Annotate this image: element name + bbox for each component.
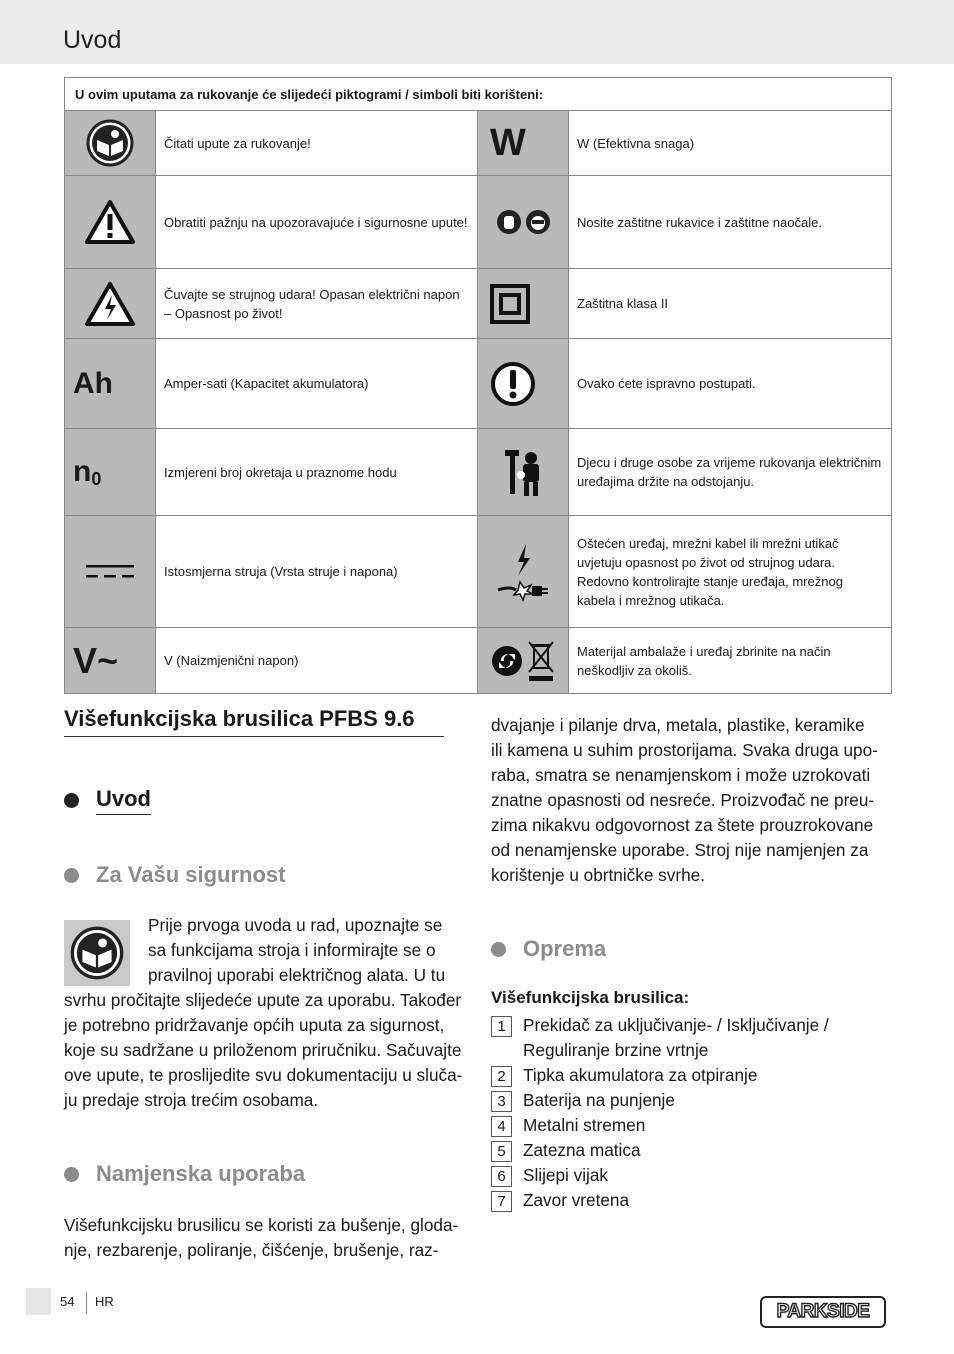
usage-text-right: dvajanje i pilanje drva, metala, plastike, keramike ili kamena u suhim prostorijama. Svaka druga upo- raba, smatra se nenamjenskom i može uzrokovati znatne opasnosti od nesreće. Proizvođač ne preu- zima nikakvu odgovornost za štete prouzrokovane od nenamjenske uporabe. Stroj nije namjenjen za korištenje u obrtničke svrhe. (491, 715, 878, 885)
bullet-icon (64, 1167, 79, 1182)
symbol-desc: Amper-sati (Kapacitet akumulatora) (156, 339, 478, 429)
damaged-cable-icon (478, 516, 569, 628)
symbol-desc: Čitati upute za rukovanje! (156, 111, 478, 176)
page-title: Uvod (63, 26, 122, 54)
idle-speed-icon: n 0 (65, 429, 156, 516)
symbol-desc: Oštećen uređaj, mrežni kabel ili mrežni utikač uvjetuju opasnost po život od strujnog udara. Redovno kontrolirajte stanje uređaja, mrežnog kabela i mrežnog utikača. (569, 516, 892, 628)
symbol-desc: Obratiti pažnju na upozoravajuće i sigurnosne upute! (156, 176, 478, 269)
list-item: 7 Zavor vretena (491, 1188, 629, 1213)
list-item: 5 Zatezna matica (491, 1138, 641, 1163)
footer-marker (26, 1288, 51, 1315)
bullet-icon (64, 793, 79, 808)
section-safety: Za Vašu sigurnost (64, 862, 286, 888)
list-item: 6 Slijepi vijak (491, 1163, 608, 1188)
alternating-voltage-icon: V~ (65, 628, 156, 694)
electric-shock-warning-icon (65, 269, 156, 339)
brand-logo: PARKSIDE (760, 1296, 886, 1328)
symbol-desc: Zaštitna klasa II (569, 269, 892, 339)
language-code: HR (95, 1294, 114, 1309)
safety-text-cont: svrhu pročitajte slijedeće upute za uporabu. Također je potrebno pridržavanje općih uputa za sigurnost, koje su sadržane u priloženom priručniku. Sačuvajte ove upute, te proslijedite svu dokumentaciju u sluča- ju predaje stroja trećim osobama. (64, 990, 463, 1110)
symbol-desc: Izmjereni broj okretaja u praznome hodu (156, 429, 478, 516)
table-caption: U ovim uputama za rukovanje će slijedeći piktogrami / simboli biti korišteni: (65, 78, 892, 111)
symbol-desc: Istosmjerna struja (Vrsta struje i napona) (156, 516, 478, 628)
list-item: 3 Baterija na punjenje (491, 1088, 675, 1113)
direct-current-icon (65, 516, 156, 628)
keep-children-away-icon (478, 429, 569, 516)
watt-icon: W (478, 111, 569, 176)
list-item-cont: Reguliranje brzine vrtnje (523, 1040, 709, 1060)
section-uvod: Uvod (64, 786, 151, 815)
list-item: 2 Tipka akumulatora za otpiranje (491, 1063, 757, 1088)
symbol-desc: Djecu i druge osobe za vrijeme rukovanja električnim uređajima držite na odstojanju. (569, 429, 892, 516)
main-title: Višefunkcijska brusilica PFBS 9.6 (64, 706, 444, 737)
symbol-desc: Ovako ćete ispravno postupati. (569, 339, 892, 429)
bullet-icon (64, 868, 79, 883)
section-equipment: Oprema (491, 936, 606, 962)
symbol-desc: Čuvajte se strujnog udara! Opasan električni napon – Opasnost po život! (156, 269, 478, 339)
gloves-goggles-icon (478, 176, 569, 269)
usage-text-left: Višefunkcijsku brusilicu se koristi za bušenje, gloda- nje, rezbarenje, poliranje, čišćenje, brušenje, raz- (64, 1215, 459, 1260)
symbol-desc: W (Efektivna snaga) (569, 111, 892, 176)
recycling-disposal-icon (478, 628, 569, 694)
symbols-table (64, 77, 892, 694)
section-intended-use: Namjenska uporaba (64, 1161, 305, 1187)
equipment-heading: Višefunkcijska brusilica: (491, 988, 690, 1007)
symbol-desc: V (Naizmjenični napon) (156, 628, 478, 694)
bullet-icon (491, 942, 506, 957)
symbol-desc: Nosite zaštitne rukavice i zaštitne naočale. (569, 176, 892, 269)
read-manual-icon (64, 920, 130, 986)
warning-triangle-icon (65, 176, 156, 269)
symbol-desc: Materijal ambalaže i uređaj zbrinite na način neškodljiv za okoliš. (569, 628, 892, 694)
read-manual-icon (65, 111, 156, 176)
safety-text: Prije prvoga uvoda u rad, upoznajte se sa funkcijama stroja i informirajte se o pravilnoj uporabi električnog alata. U tu (148, 915, 446, 985)
exclamation-circle-icon (478, 339, 569, 429)
ampere-hours-icon: Ah (65, 339, 156, 429)
list-item: 4 Metalni stremen (491, 1113, 645, 1138)
list-item: 1 Prekidač za uključivanje- / Isključivanje / (491, 1013, 829, 1038)
page-number: 54 (60, 1294, 75, 1309)
page-header (0, 0, 954, 64)
footer-divider (86, 1292, 87, 1314)
protection-class-ii-icon (478, 269, 569, 339)
